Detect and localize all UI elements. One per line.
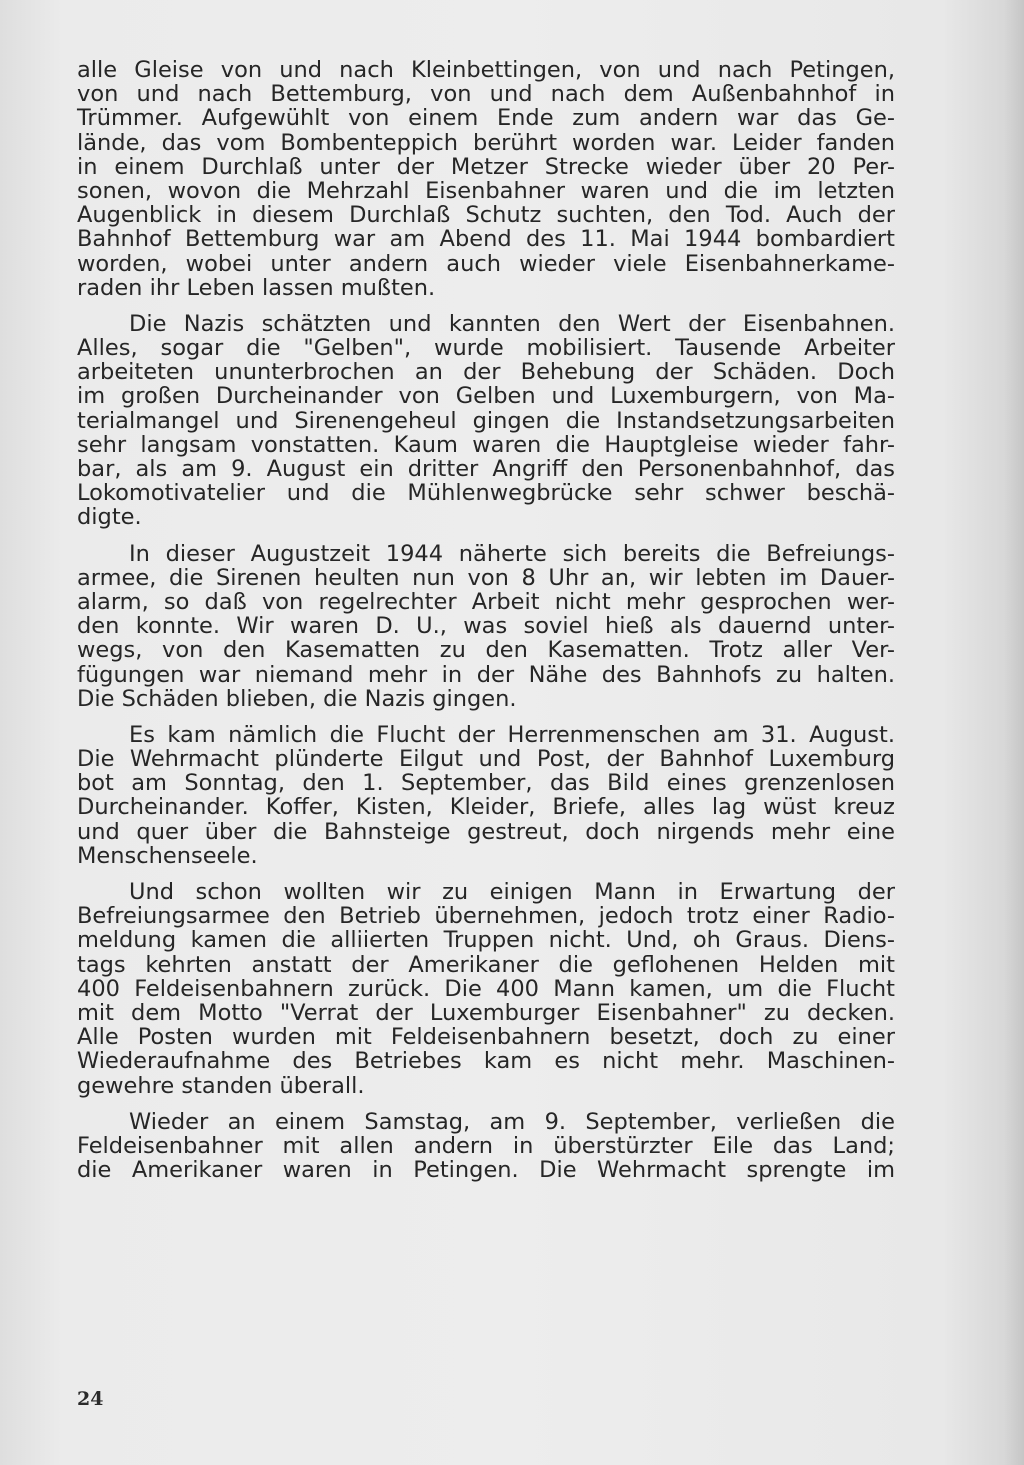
- text-line: Feldeisenbahner mit allen andern in überstürzter Eile das Land;: [77, 1132, 895, 1159]
- text-line: von und nach Bettemburg, von und nach dem Außenbahnhof in: [77, 81, 895, 108]
- paragraph-2: [77, 312, 895, 530]
- text-line: Trümmer. Aufgewühlt von einem Ende zum andern war das Ge-: [77, 105, 895, 132]
- text-line: den konnte. Wir waren D. U., was soviel hieß als dauernd unter-: [77, 613, 895, 640]
- page-number: 24: [77, 1388, 104, 1410]
- text-line: Durcheinander. Koffer, Kisten, Kleider, Briefe, alles lag wüst kreuz: [77, 794, 895, 821]
- paragraph-6: [77, 1110, 895, 1183]
- text-line: arbeiteten ununterbrochen an der Behebung der Schäden. Doch: [77, 359, 895, 386]
- text-line: digte.: [77, 504, 142, 531]
- text-line: lände, das vom Bombenteppich berührt worden war. Leider fanden: [77, 129, 895, 156]
- paragraph-1: [77, 58, 895, 300]
- text-line: Wieder an einem Samstag, am 9. September, verließen die: [129, 1108, 895, 1135]
- text-line: die Amerikaner waren in Petingen. Die Wehrmacht sprengte im: [77, 1157, 895, 1184]
- text-line: tags kehrten anstatt der Amerikaner die geflohenen Helden mit: [77, 951, 895, 978]
- text-line: 400 Feldeisenbahnern zurück. Die 400 Mann kamen, um die Flucht: [77, 975, 895, 1002]
- text-line: Wiederaufnahme des Betriebes kam es nicht mehr. Maschinen-: [77, 1048, 895, 1075]
- text-line: Befreiungsarmee den Betrieb übernehmen, jedoch trotz einer Radio-: [77, 903, 895, 930]
- text-line: Bahnhof Bettemburg war am Abend des 11. Mai 1944 bombardiert: [77, 226, 895, 253]
- text-line: armee, die Sirenen heulten nun von 8 Uhr an, wir lebten im Dauer-: [77, 564, 895, 591]
- text-line: sonen, wovon die Mehrzahl Eisenbahner waren und die im letzten: [77, 177, 895, 204]
- text-line: meldung kamen die alliierten Truppen nicht. Und, oh Graus. Diens-: [77, 927, 895, 954]
- paragraph-3: [77, 542, 895, 711]
- text-line: wegs, von den Kasematten zu den Kasematten. Trotz aller Ver-: [77, 637, 895, 664]
- text-line: Augenblick in diesem Durchlaß Schutz suchten, den Tod. Auch der: [77, 202, 895, 229]
- paragraph-5: [77, 880, 895, 1098]
- text-line: alle Gleise von und nach Kleinbettingen, von und nach Petingen,: [77, 57, 895, 83]
- text-line: in einem Durchlaß unter der Metzer Strecke wieder über 20 Per-: [77, 153, 895, 180]
- text-line: bot am Sonntag, den 1. September, das Bild eines grenzenlosen: [77, 770, 895, 797]
- text-line: bar, als am 9. August ein dritter Angriff den Personenbahnhof, das: [77, 456, 895, 482]
- text-line: und quer über die Bahnsteige gestreut, doch nirgends mehr eine: [77, 818, 895, 845]
- text-line: In dieser Augustzeit 1944 näherte sich bereits die Befreiungs-: [129, 540, 895, 567]
- text-line: Es kam nämlich die Flucht der Herrenmenschen am 31. August.: [129, 721, 895, 748]
- text-line: Lokomotivatelier und die Mühlenwegbrücke sehr schwer beschä-: [77, 480, 895, 507]
- text-line: fügungen war niemand mehr in der Nähe des Bahnhofs zu halten.: [77, 661, 895, 688]
- text-line: Die Nazis schätzten und kannten den Wert der Eisenbahnen.: [129, 310, 895, 337]
- body-text: [77, 58, 895, 1194]
- text-line: Menschenseele.: [77, 842, 258, 869]
- paragraph-4: [77, 723, 895, 868]
- text-line: im großen Durcheinander von Gelben und Luxemburgern, von Ma-: [77, 383, 895, 410]
- text-line: Die Wehrmacht plünderte Eilgut und Post, der Bahnhof Luxemburg: [77, 746, 895, 773]
- text-line: sehr langsam vonstatten. Kaum waren die Hauptgleise wieder fahr-: [77, 431, 895, 458]
- text-line: gewehre standen überall.: [77, 1072, 365, 1099]
- text-line: Alle Posten wurden mit Feldeisenbahnern besetzt, doch zu einer: [77, 1024, 895, 1051]
- text-line: alarm, so daß von regelrechter Arbeit nicht mehr gesprochen wer-: [77, 588, 895, 615]
- text-line: Die Schäden blieben, die Nazis gingen.: [77, 685, 517, 712]
- text-line: terialmangel und Sirenengeheul gingen die Instandsetzungsarbeiten: [77, 407, 895, 434]
- text-line: worden, wobei unter andern auch wieder viele Eisenbahnerkame-: [77, 250, 895, 277]
- text-line: mit dem Motto "Verrat der Luxemburger Eisenbahner" zu decken.: [77, 999, 895, 1026]
- text-line: Und schon wollten wir zu einigen Mann in Erwartung der: [129, 879, 895, 905]
- text-line: raden ihr Leben lassen mußten.: [77, 274, 436, 301]
- text-line: Alles, sogar die "Gelben", wurde mobilisiert. Tausende Arbeiter: [77, 335, 895, 362]
